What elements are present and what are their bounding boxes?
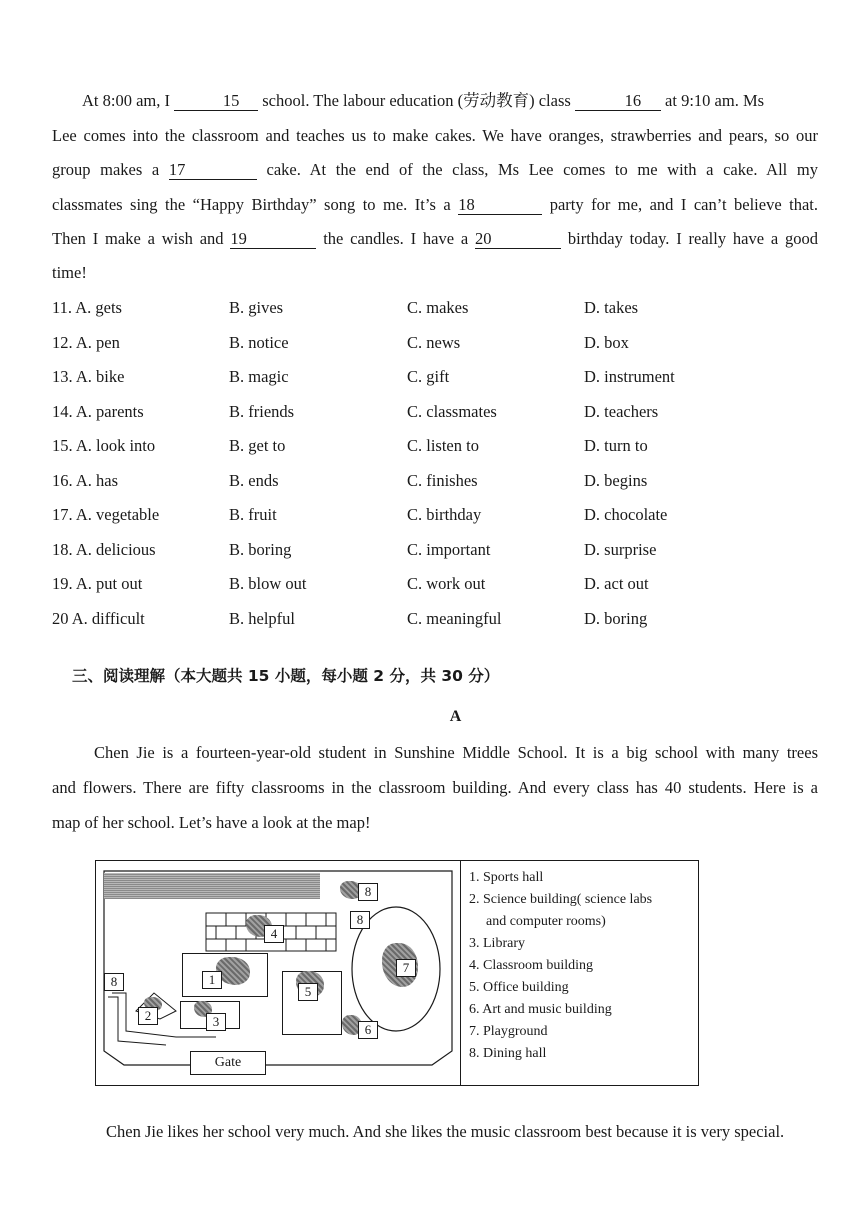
- map-label-1: 1: [202, 971, 222, 989]
- section-heading: 三、阅读理解（本大题共 15 小题，每小题 2 分，共 30 分）: [72, 667, 500, 685]
- question-row: [52, 435, 818, 457]
- option-b: B. boring: [229, 539, 292, 559]
- cloze-line-3: [52, 159, 818, 181]
- cloze-text: Then I make a wish and: [52, 229, 224, 248]
- option-a: 15. A. look into: [52, 436, 156, 455]
- option-c: C. birthday: [407, 505, 482, 524]
- option-b: B. fruit: [229, 505, 277, 524]
- map-drawing: [96, 861, 460, 1085]
- cloze-line-1: [52, 90, 818, 112]
- legend-item-2: 2. Science building( science labs: [469, 892, 653, 907]
- option-d: D. begins: [584, 470, 648, 490]
- legend-item-1: 1. Sports hall: [469, 870, 544, 885]
- passage-line-2: and flowers. There are fifty classrooms in the classroom building. And every class has 40 students. Here is a: [52, 778, 818, 797]
- map-label-8-left: 8: [104, 973, 124, 991]
- option-c: C. finishes: [407, 470, 478, 490]
- option-d: D. takes: [584, 298, 639, 317]
- option-a: 12. A. pen: [52, 332, 120, 352]
- option-d: D. boring: [584, 608, 648, 628]
- passage-letter: A: [449, 708, 462, 725]
- passage-closing: Chen Jie likes her school very much. And she likes the music classroom best because it is very special.: [106, 1122, 785, 1141]
- cloze-text: party for me, and I can’t believe that.: [549, 195, 819, 214]
- option-d: D. turn to: [584, 436, 648, 455]
- legend-item-5: 5. Office building: [469, 980, 569, 995]
- option-c: C. gift: [407, 367, 450, 386]
- option-a: 14. A. parents: [52, 401, 144, 421]
- question-row: [52, 573, 818, 595]
- legend-item-2-cont: and computer rooms): [486, 914, 606, 929]
- blank-19: 19: [230, 230, 316, 249]
- map-label-3: 3: [206, 1013, 226, 1031]
- option-c: C. makes: [407, 298, 469, 317]
- cloze-line-6: time!: [52, 263, 87, 282]
- option-a: 16. A. has: [52, 470, 118, 490]
- question-row: [52, 366, 818, 388]
- blank-18: 18: [458, 196, 542, 215]
- option-d: D. instrument: [584, 367, 675, 386]
- map-label-7: 7: [396, 959, 416, 977]
- option-b: B. helpful: [229, 608, 295, 628]
- option-d: D. box: [584, 332, 629, 352]
- question-row: [52, 470, 818, 492]
- legend-item-3: 3. Library: [469, 936, 525, 951]
- option-c: C. meaningful: [407, 608, 502, 628]
- legend-item-4: 4. Classroom building: [469, 958, 594, 973]
- option-a: 20 A. difficult: [52, 608, 145, 628]
- option-b: B. gives: [229, 298, 284, 317]
- option-a: 18. A. delicious: [52, 539, 156, 559]
- cloze-text: the candles. I have a: [323, 229, 469, 248]
- gate-label: Gate: [214, 1055, 242, 1070]
- option-c: C. listen to: [407, 436, 479, 455]
- map-label-6: 6: [358, 1021, 378, 1039]
- option-a: 19. A. put out: [52, 574, 143, 593]
- question-row: [52, 297, 818, 319]
- option-b: B. magic: [229, 367, 289, 386]
- cloze-text: cake. At the end of the class, Ms Lee comes to me with a cake. All my: [266, 160, 818, 179]
- option-b: B. ends: [229, 470, 279, 490]
- map-label-8-middle: 8: [350, 911, 370, 929]
- cloze-text: school. The labour education (劳动教育) class: [262, 91, 571, 110]
- cloze-text: group makes a: [52, 160, 160, 179]
- option-b: B. blow out: [229, 574, 307, 593]
- legend-item-8: 8. Dining hall: [469, 1046, 547, 1061]
- map-label-4: 4: [264, 925, 284, 943]
- map-label-5: 5: [298, 983, 318, 1001]
- cloze-line-2: Lee comes into the classroom and teaches us to make cakes. We have oranges, strawberries and pears, so our: [52, 126, 818, 145]
- blank-20: 20: [475, 230, 561, 249]
- map-legend: [460, 861, 699, 1085]
- option-a: 11. A. gets: [52, 298, 122, 317]
- legend-item-6: 6. Art and music building: [469, 1002, 612, 1017]
- question-row: [52, 401, 818, 423]
- top-strip: [104, 873, 320, 899]
- option-b: B. get to: [229, 436, 286, 455]
- cloze-line-5: [52, 228, 818, 250]
- question-row: [52, 608, 818, 630]
- question-row: [52, 332, 818, 354]
- option-b: B. notice: [229, 332, 289, 352]
- blank-16: 16: [575, 92, 661, 111]
- option-d: D. act out: [584, 574, 649, 593]
- cloze-text: At 8:00 am, I: [82, 91, 170, 110]
- map-label-2: 2: [138, 1007, 158, 1025]
- cloze-text: at 9:10 am. Ms: [665, 91, 765, 110]
- option-c: C. classmates: [407, 401, 497, 421]
- option-a: 17. A. vegetable: [52, 505, 160, 524]
- option-d: D. surprise: [584, 539, 657, 559]
- question-row: [52, 539, 818, 561]
- option-b: B. friends: [229, 401, 295, 421]
- cloze-line-4: [52, 194, 818, 216]
- option-d: D. teachers: [584, 401, 659, 421]
- question-row: [52, 504, 818, 526]
- blank-15: 15: [174, 92, 258, 111]
- school-map: [95, 860, 699, 1086]
- option-c: C. work out: [407, 574, 486, 593]
- cloze-text: classmates sing the “Happy Birthday” song to me. It’s a: [52, 195, 451, 214]
- cloze-text: birthday today. I really have a good: [567, 229, 819, 248]
- map-label-8-top: 8: [358, 883, 378, 901]
- option-c: C. news: [407, 332, 461, 352]
- legend-item-7: 7. Playground: [469, 1024, 548, 1039]
- passage-line-1: Chen Jie is a fourteen-year-old student in Sunshine Middle School. It is a big school with many trees: [94, 743, 818, 762]
- option-a: 13. A. bike: [52, 367, 125, 386]
- passage-line-3: map of her school. Let’s have a look at the map!: [52, 813, 371, 832]
- option-d: D. chocolate: [584, 505, 668, 524]
- option-c: C. important: [407, 539, 491, 559]
- blank-17: 17: [169, 161, 257, 180]
